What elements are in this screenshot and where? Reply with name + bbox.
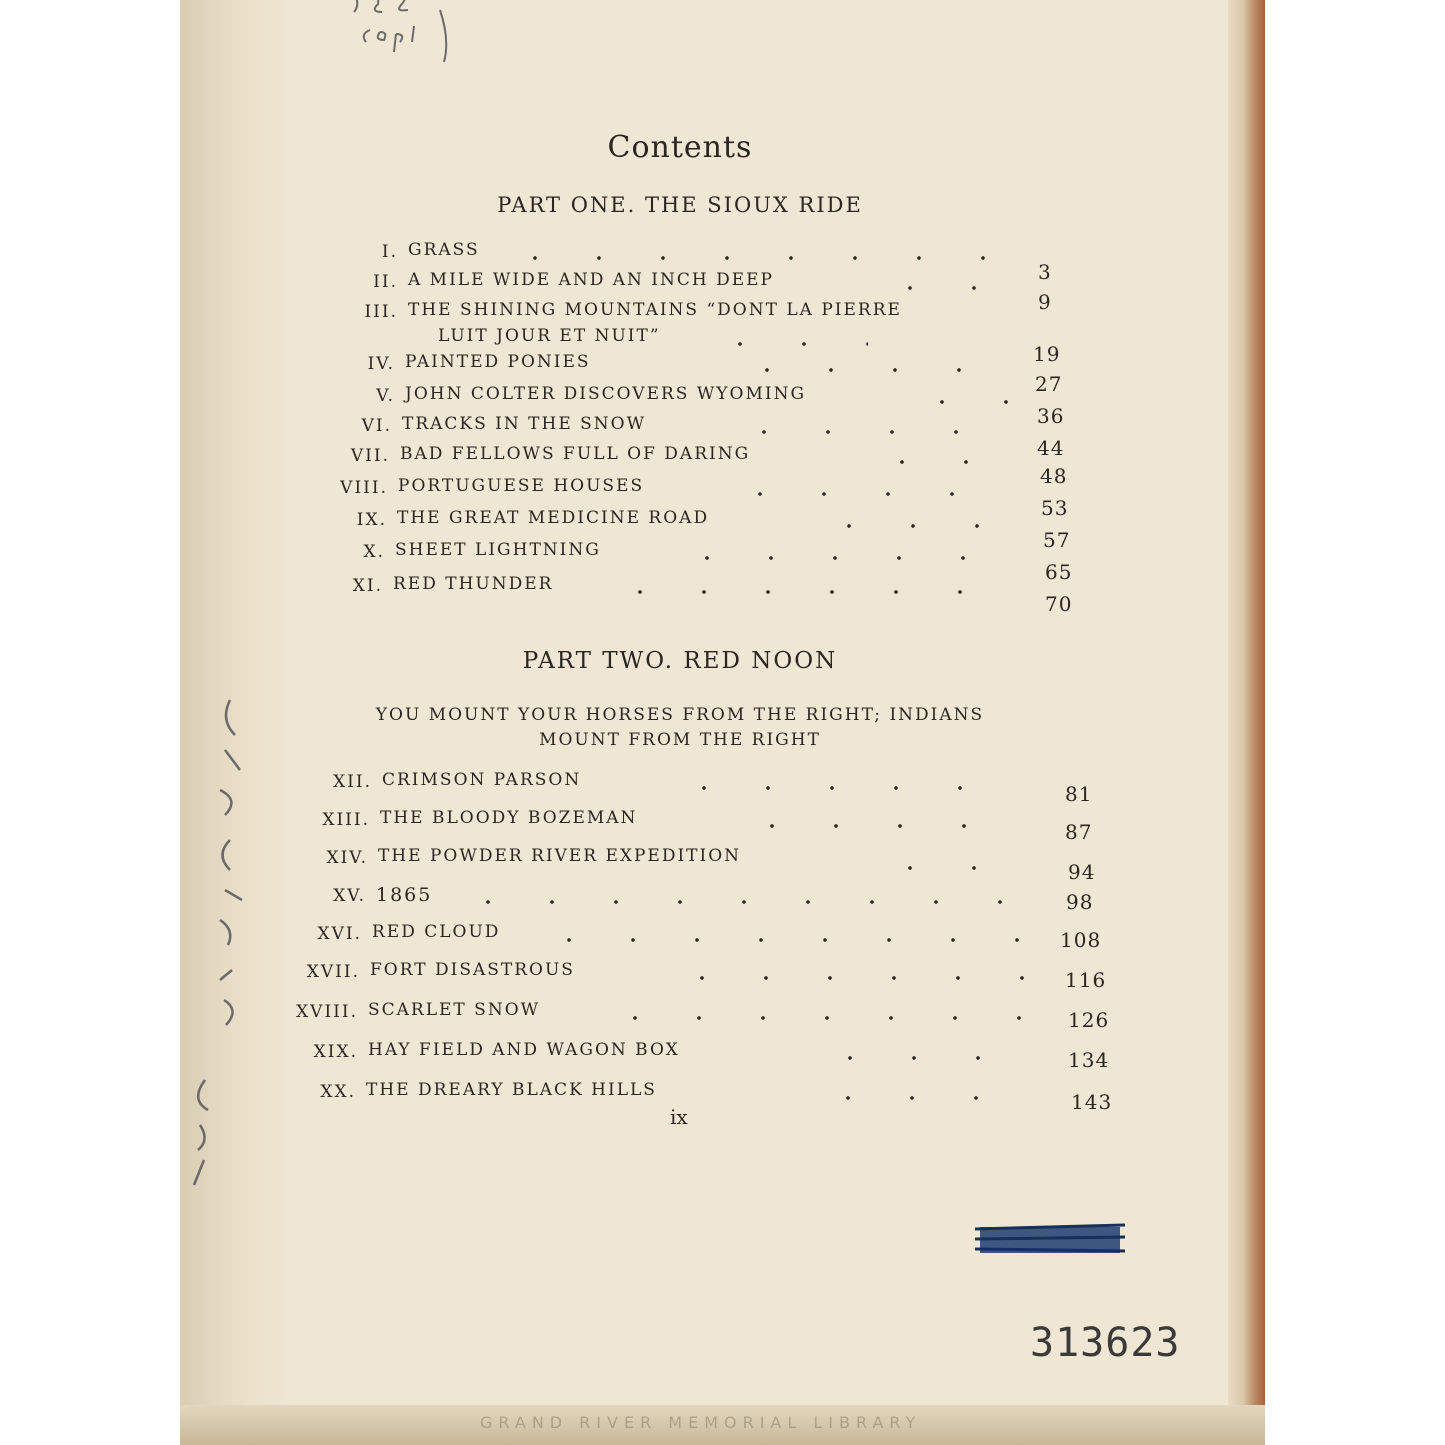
chapter-number: II. [373,272,398,292]
leader-dots [672,786,1022,790]
page-number: 9 [1038,290,1052,314]
toc-entry [352,574,1073,616]
page-number: 143 [1071,1090,1113,1114]
leader-dots [537,938,1037,942]
chapter-number: XIII. [322,810,370,830]
chapter-title: PAINTED PONIES [405,352,591,372]
page-number: 19 [1033,342,1061,366]
toc-entry [333,770,1093,806]
struck-out-stamp [975,1215,1125,1265]
handwritten-call-number [340,0,470,80]
page-number: 108 [1060,928,1102,952]
leader-dots [816,1096,1036,1100]
toc-entry [317,922,1102,954]
chapter-number: XV. [333,886,366,906]
page-number: 3 [1038,260,1052,284]
page-folio: ix [670,1105,688,1129]
leader-dots [870,460,1000,464]
chapter-title: RED THUNDER [393,574,554,594]
leader-dots [675,556,1005,560]
toc-entry [333,884,1094,916]
chapter-title: TRACKS IN THE SNOW [402,414,647,434]
leader-dots [608,590,1008,594]
chapter-title: THE BLOODY BOZEMAN [380,808,638,828]
page-number: 98 [1066,890,1094,914]
chapter-title: 1865 [376,884,433,906]
page-number: 134 [1068,1048,1110,1072]
page-number: 65 [1045,560,1073,584]
chapter-number: X. [363,542,385,562]
chapter-number: XIX. [313,1042,358,1062]
toc-entry [326,846,1096,884]
page-number: 57 [1043,528,1071,552]
chapter-number: XVIII. [296,1002,358,1022]
chapter-number: XVII. [306,962,360,982]
page-number: 36 [1037,404,1065,428]
chapter-number: I. [381,242,398,262]
page-number: 94 [1068,860,1096,884]
leader-dots [732,430,1002,434]
chapter-title: GRASS [408,240,480,260]
chapter-title-continued: LUIT JOUR ET NUIT” [438,326,661,346]
page-number: 116 [1065,968,1107,992]
chapter-number: XII. [333,772,372,792]
part-two-epigraph-line-2: MOUNT FROM THE RIGHT [539,730,821,750]
part-one-heading: PART ONE. THE SIOUX RIDE [497,193,863,217]
chapter-title: FORT DISASTROUS [370,960,575,980]
part-two-epigraph-line-1: YOU MOUNT YOUR HORSES FROM THE RIGHT; INDIANS [375,705,985,725]
chapter-number: VIII. [340,478,388,498]
chapter-number: XI. [352,576,383,596]
chapter-number: VI. [361,416,392,436]
page-number: 126 [1068,1008,1110,1032]
chapter-number: XX. [320,1082,356,1102]
chapter-title: THE POWDER RIVER EXPEDITION [378,846,742,866]
leader-dots [817,524,997,528]
leader-dots [735,368,995,372]
chapter-title: THE GREAT MEDICINE ROAD [397,508,710,528]
leader-dots [910,400,1010,404]
page-number: 70 [1045,592,1073,616]
page-number: 44 [1037,436,1065,460]
chapter-title: RED CLOUD [372,922,501,942]
chapter-title: A MILE WIDE AND AN INCH DEEP [408,270,774,290]
page-number: 81 [1065,782,1093,806]
leader-dots [503,256,1003,260]
toc-entry [306,960,1107,992]
chapter-title: THE SHINING MOUNTAINS “DONT LA PIERRE [408,300,902,320]
leader-dots [670,976,1030,980]
part-two-heading: PART TWO. RED NOON [522,648,838,674]
leader-dots [603,1016,1033,1020]
chapter-number: V. [376,386,395,406]
chapter-number: VII. [350,446,390,466]
toc-entry [296,1000,1110,1032]
chapter-number: III. [364,302,398,322]
page-number: 27 [1035,372,1063,396]
leader-dots [708,342,868,346]
toc-entry [313,1040,1110,1072]
leader-dots [878,866,1018,870]
chapter-number: XIV. [326,848,368,868]
page-title: Contents [607,130,753,165]
chapter-title: THE DREARY BLACK HILLS [366,1080,657,1100]
handwritten-margin-note [180,680,260,1200]
page-number: 48 [1040,464,1068,488]
leader-dots [740,824,1020,828]
chapter-number: IX. [356,510,387,530]
chapter-title: SCARLET SNOW [368,1000,541,1020]
chapter-title: HAY FIELD AND WAGON BOX [368,1040,680,1060]
chapter-number: IV. [367,354,395,374]
chapter-title: CRIMSON PARSON [382,770,582,790]
leader-dots [456,900,1026,904]
accession-number-stamp: 313623 [1030,1320,1181,1366]
page-number: 87 [1065,820,1093,844]
chapter-title: PORTUGUESE HOUSES [398,476,645,496]
chapter-number: XVI. [317,924,362,944]
leader-dots [878,286,1008,290]
leader-dots [818,1056,1028,1060]
chapter-title: SHEET LIGHTNING [395,540,601,560]
chapter-title: BAD FELLOWS FULL OF DARING [400,444,751,464]
chapter-title: JOHN COLTER DISCOVERS WYOMING [405,384,807,404]
bottom-library-stamp: GRAND RIVER MEMORIAL LIBRARY [180,1405,1265,1445]
toc-entry [322,808,1093,844]
page-number: 53 [1041,496,1069,520]
toc-entry [320,1080,1113,1114]
leader-dots [728,492,998,496]
